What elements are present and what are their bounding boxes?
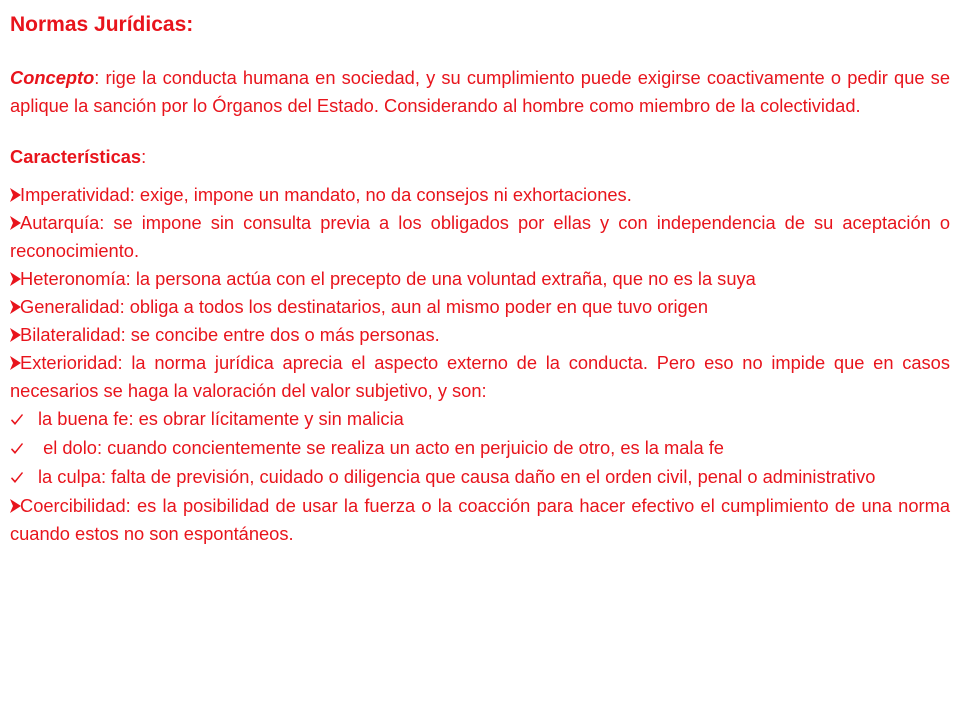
check-bullet-icon xyxy=(10,406,38,434)
spacer xyxy=(10,42,950,64)
item-text: Imperatividad: exige, impone un mandato, no da consejos ni exhortaciones. xyxy=(20,183,632,205)
arrow-bullet-icon xyxy=(10,349,20,377)
concept-text: : rige la conducta humana en sociedad, y su cumplimiento puede exigirse coactivamente o pedir que se aplique la sanción por lo Órganos del Estado. Considerando al hombre como miembro de la colectividad. xyxy=(10,67,950,116)
spacer xyxy=(10,119,950,143)
item-text: Coercibilidad: es la posibilidad de usar la fuerza o la coacción para hacer efectivo el cumplimiento de una norma cuando estos no son espontáneos. xyxy=(10,494,950,544)
item-text: Generalidad: obliga a todos los destinatarios, aun al mismo poder en que tuvo origen xyxy=(20,295,709,317)
characteristics-heading xyxy=(10,143,950,171)
check-list-item xyxy=(10,434,950,463)
page-title: Normas Jurídicas: xyxy=(10,13,194,36)
item-text: Bilateralidad: se concibe entre dos o más personas. xyxy=(20,323,440,345)
item-text: la buena fe: es obrar lícitamente y sin malicia xyxy=(38,407,404,429)
item-text: el dolo: cuando concientemente se realiza un acto en perjuicio de otro, es la mala fe xyxy=(38,436,724,458)
characteristic-item xyxy=(10,492,950,548)
characteristic-item xyxy=(10,293,950,321)
item-text: Heteronomía: la persona actúa con el precepto de una voluntad extraña, que no es la suya xyxy=(20,267,756,289)
check-bullet-icon xyxy=(10,435,38,463)
arrow-bullet-icon xyxy=(10,265,20,293)
item-text: Exterioridad: la norma jurídica aprecia el aspecto externo de la conducta. Pero eso no impide que en casos necesarios se haga la valoración del valor subjetivo, y son: xyxy=(10,351,950,401)
characteristic-item xyxy=(10,181,950,209)
characteristics-suffix: : xyxy=(141,146,147,167)
slide-content xyxy=(10,8,950,548)
characteristic-item xyxy=(10,349,950,405)
characteristic-item xyxy=(10,321,950,349)
spacer xyxy=(10,171,950,181)
check-list-item xyxy=(10,405,950,434)
concept-label: Concepto xyxy=(10,67,95,88)
arrow-bullet-icon xyxy=(10,321,20,349)
item-text: la culpa: falta de previsión, cuidado o diligencia que causa daño en el orden civil, penal o administrativo xyxy=(38,465,876,487)
arrow-bullet-icon xyxy=(10,293,20,321)
arrow-bullet-icon xyxy=(10,209,20,237)
concept-paragraph xyxy=(10,64,950,119)
characteristic-item xyxy=(10,265,950,293)
characteristics-label: Características xyxy=(10,146,142,167)
characteristics-list xyxy=(10,181,950,548)
arrow-bullet-icon xyxy=(10,492,20,520)
characteristic-item xyxy=(10,209,950,265)
arrow-bullet-icon xyxy=(10,181,20,209)
item-text: Autarquía: se impone sin consulta previa a los obligados por ellas y con independencia de su aceptación o reconocimiento. xyxy=(10,211,950,261)
check-bullet-icon xyxy=(10,464,38,492)
check-list-item xyxy=(10,463,950,492)
